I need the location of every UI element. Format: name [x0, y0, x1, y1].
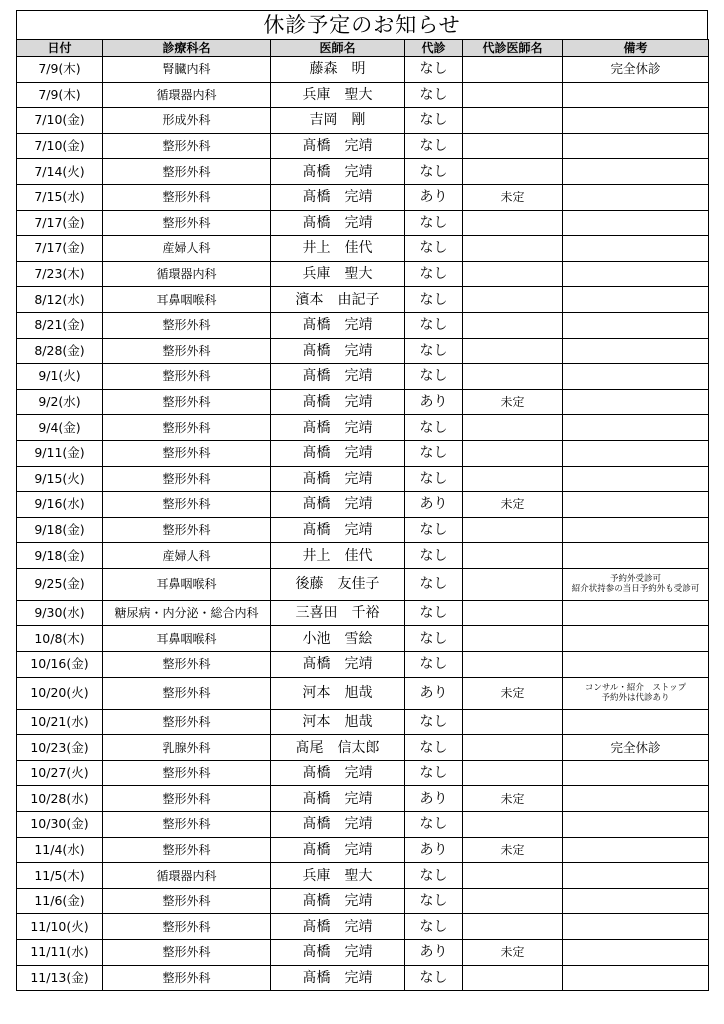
department-cell: 形成外科: [103, 108, 271, 134]
department-cell: 産婦人科: [103, 543, 271, 569]
table-row: [17, 159, 709, 185]
table-row: [17, 940, 709, 966]
substitute-cell: なし: [405, 440, 463, 466]
doctor-cell: 三喜田 千裕: [271, 600, 405, 626]
substitute-doctor-cell: [463, 812, 563, 838]
department-cell: 整形外科: [103, 709, 271, 735]
header-row: [17, 40, 709, 57]
date-cell: 7/23(木): [17, 261, 103, 287]
substitute-doctor-cell: [463, 888, 563, 914]
date-cell: 11/10(火): [17, 914, 103, 940]
remarks-line: 完全休診: [610, 739, 661, 755]
table-row: [17, 812, 709, 838]
department-cell: 整形外科: [103, 415, 271, 441]
date-cell: 8/28(金): [17, 338, 103, 364]
table-row: [17, 57, 709, 83]
substitute-cell: あり: [405, 677, 463, 709]
substitute-doctor-cell: 未定: [463, 940, 563, 966]
date-cell: 7/10(金): [17, 133, 103, 159]
table-row: [17, 863, 709, 889]
doctor-cell: 髙橋 完靖: [271, 652, 405, 678]
department-cell: 整形外科: [103, 914, 271, 940]
header-substitute-doctor: 代診医師名: [463, 40, 563, 57]
remarks-cell: [563, 863, 709, 889]
remarks-cell: [563, 466, 709, 492]
substitute-doctor-cell: [463, 466, 563, 492]
remarks-cell: [563, 159, 709, 185]
substitute-doctor-cell: [463, 863, 563, 889]
department-cell: 整形外科: [103, 466, 271, 492]
table-row: [17, 108, 709, 134]
substitute-doctor-cell: [463, 440, 563, 466]
substitute-cell: あり: [405, 389, 463, 415]
substitute-cell: なし: [405, 517, 463, 543]
department-cell: 整形外科: [103, 517, 271, 543]
table-row: [17, 517, 709, 543]
doctor-cell: 髙橋 完靖: [271, 888, 405, 914]
department-cell: 耳鼻咽喉科: [103, 287, 271, 313]
department-cell: 整形外科: [103, 364, 271, 390]
doctor-cell: 濱本 由記子: [271, 287, 405, 313]
substitute-cell: なし: [405, 236, 463, 262]
table-row: [17, 492, 709, 518]
table-row: [17, 133, 709, 159]
substitute-cell: なし: [405, 159, 463, 185]
substitute-cell: なし: [405, 287, 463, 313]
department-cell: 整形外科: [103, 133, 271, 159]
remarks-cell: [563, 760, 709, 786]
table-row: [17, 914, 709, 940]
table-row: [17, 600, 709, 626]
substitute-doctor-cell: 未定: [463, 677, 563, 709]
department-cell: 整形外科: [103, 159, 271, 185]
doctor-cell: 髙橋 完靖: [271, 389, 405, 415]
substitute-doctor-cell: [463, 415, 563, 441]
remarks-cell: [563, 735, 709, 761]
date-cell: 10/28(水): [17, 786, 103, 812]
date-cell: 11/11(水): [17, 940, 103, 966]
doctor-cell: 兵庫 聖大: [271, 261, 405, 287]
substitute-cell: なし: [405, 568, 463, 600]
doctor-cell: 吉岡 剛: [271, 108, 405, 134]
department-cell: 整形外科: [103, 652, 271, 678]
date-cell: 7/9(木): [17, 82, 103, 108]
date-cell: 11/5(木): [17, 863, 103, 889]
substitute-cell: なし: [405, 965, 463, 991]
doctor-cell: 髙橋 完靖: [271, 914, 405, 940]
header-remarks: 備考: [563, 40, 709, 57]
substitute-cell: なし: [405, 812, 463, 838]
substitute-doctor-cell: [463, 287, 563, 313]
remarks-cell: [563, 82, 709, 108]
date-cell: 7/17(金): [17, 210, 103, 236]
doctor-cell: 髙橋 完靖: [271, 159, 405, 185]
substitute-doctor-cell: 未定: [463, 492, 563, 518]
date-cell: 10/21(水): [17, 709, 103, 735]
substitute-doctor-cell: [463, 965, 563, 991]
doctor-cell: 藤森 明: [271, 57, 405, 83]
remarks-cell: [563, 57, 709, 83]
department-cell: 整形外科: [103, 965, 271, 991]
substitute-cell: なし: [405, 57, 463, 83]
doctor-cell: 髙橋 完靖: [271, 440, 405, 466]
remarks-cell: [563, 914, 709, 940]
date-cell: 11/13(金): [17, 965, 103, 991]
doctor-cell: 髙橋 完靖: [271, 965, 405, 991]
closure-schedule-table: [16, 39, 709, 991]
department-cell: 整形外科: [103, 786, 271, 812]
table-row: [17, 210, 709, 236]
department-cell: 整形外科: [103, 389, 271, 415]
substitute-cell: あり: [405, 940, 463, 966]
substitute-doctor-cell: 未定: [463, 389, 563, 415]
doctor-cell: 兵庫 聖大: [271, 863, 405, 889]
table-row: [17, 415, 709, 441]
table-row: [17, 677, 709, 709]
doctor-cell: 髙橋 完靖: [271, 184, 405, 210]
table-row: [17, 760, 709, 786]
table-row: [17, 184, 709, 210]
remarks-cell: [563, 812, 709, 838]
date-cell: 10/20(火): [17, 677, 103, 709]
table-row: [17, 82, 709, 108]
substitute-doctor-cell: [463, 568, 563, 600]
department-cell: 整形外科: [103, 184, 271, 210]
date-cell: 11/6(金): [17, 888, 103, 914]
remarks-cell: [563, 440, 709, 466]
substitute-doctor-cell: [463, 108, 563, 134]
doctor-cell: 髙橋 完靖: [271, 133, 405, 159]
remarks-cell: [563, 940, 709, 966]
substitute-doctor-cell: [463, 133, 563, 159]
date-cell: 10/30(金): [17, 812, 103, 838]
department-cell: 腎臓内科: [103, 57, 271, 83]
substitute-cell: なし: [405, 364, 463, 390]
date-cell: 9/30(水): [17, 600, 103, 626]
substitute-cell: なし: [405, 888, 463, 914]
header-date: 日付: [17, 40, 103, 57]
substitute-doctor-cell: [463, 600, 563, 626]
date-cell: 7/15(水): [17, 184, 103, 210]
remarks-cell: [563, 709, 709, 735]
doctor-cell: 髙橋 完靖: [271, 415, 405, 441]
header-doctor: 医師名: [271, 40, 405, 57]
substitute-cell: なし: [405, 338, 463, 364]
substitute-cell: あり: [405, 184, 463, 210]
table-row: [17, 236, 709, 262]
remarks-line: 予約外受診可: [609, 574, 661, 585]
substitute-doctor-cell: [463, 735, 563, 761]
doctor-cell: 髙橋 完靖: [271, 466, 405, 492]
department-cell: 整形外科: [103, 677, 271, 709]
substitute-cell: なし: [405, 261, 463, 287]
doctor-cell: 髙橋 完靖: [271, 940, 405, 966]
substitute-cell: なし: [405, 312, 463, 338]
table-row: [17, 338, 709, 364]
substitute-doctor-cell: [463, 236, 563, 262]
date-cell: 7/17(金): [17, 236, 103, 262]
remarks-cell: [563, 389, 709, 415]
date-cell: 10/23(金): [17, 735, 103, 761]
doctor-cell: 河本 旭哉: [271, 677, 405, 709]
date-cell: 9/18(金): [17, 543, 103, 569]
remarks-cell: [563, 652, 709, 678]
remarks-cell: [563, 236, 709, 262]
date-cell: 7/14(火): [17, 159, 103, 185]
remarks-cell: [563, 415, 709, 441]
notice-sheet: [16, 10, 708, 991]
substitute-cell: なし: [405, 108, 463, 134]
substitute-doctor-cell: [463, 709, 563, 735]
remarks-cell: [563, 210, 709, 236]
substitute-doctor-cell: [463, 760, 563, 786]
substitute-cell: なし: [405, 626, 463, 652]
table-row: [17, 287, 709, 313]
date-cell: 10/27(火): [17, 760, 103, 786]
date-cell: 11/4(水): [17, 837, 103, 863]
doctor-cell: 井上 佳代: [271, 236, 405, 262]
department-cell: 耳鼻咽喉科: [103, 626, 271, 652]
substitute-doctor-cell: [463, 914, 563, 940]
substitute-cell: なし: [405, 210, 463, 236]
department-cell: 整形外科: [103, 760, 271, 786]
substitute-doctor-cell: [463, 57, 563, 83]
header-substitute: 代診: [405, 40, 463, 57]
substitute-cell: なし: [405, 735, 463, 761]
substitute-doctor-cell: [463, 210, 563, 236]
substitute-doctor-cell: [463, 338, 563, 364]
table-row: [17, 965, 709, 991]
department-cell: 循環器内科: [103, 82, 271, 108]
doctor-cell: 髙橋 完靖: [271, 837, 405, 863]
doctor-cell: 髙橋 完靖: [271, 760, 405, 786]
header-department: 診療科名: [103, 40, 271, 57]
substitute-cell: なし: [405, 914, 463, 940]
substitute-cell: あり: [405, 786, 463, 812]
date-cell: 10/8(木): [17, 626, 103, 652]
doctor-cell: 髙橋 完靖: [271, 210, 405, 236]
table-row: [17, 364, 709, 390]
substitute-doctor-cell: 未定: [463, 837, 563, 863]
remarks-cell: [563, 364, 709, 390]
doctor-cell: 髙橋 完靖: [271, 786, 405, 812]
table-row: [17, 312, 709, 338]
doctor-cell: 髙尾 信太郎: [271, 735, 405, 761]
doctor-cell: 髙橋 完靖: [271, 312, 405, 338]
substitute-cell: なし: [405, 709, 463, 735]
doctor-cell: 髙橋 完靖: [271, 364, 405, 390]
department-cell: 整形外科: [103, 338, 271, 364]
date-cell: 9/15(火): [17, 466, 103, 492]
remarks-cell: [563, 261, 709, 287]
doctor-cell: 後藤 友佳子: [271, 568, 405, 600]
remarks-cell: [563, 108, 709, 134]
substitute-doctor-cell: [463, 626, 563, 652]
table-row: [17, 568, 709, 600]
remarks-cell: [563, 492, 709, 518]
remarks-line: コンサル・紹介 ストップ: [584, 683, 687, 694]
substitute-doctor-cell: [463, 82, 563, 108]
remarks-cell: [563, 133, 709, 159]
remarks-cell: [563, 888, 709, 914]
table-row: [17, 652, 709, 678]
substitute-cell: なし: [405, 415, 463, 441]
department-cell: 循環器内科: [103, 863, 271, 889]
department-cell: 整形外科: [103, 312, 271, 338]
remarks-cell: [563, 965, 709, 991]
substitute-cell: なし: [405, 543, 463, 569]
date-cell: 9/25(金): [17, 568, 103, 600]
remarks-cell: [563, 786, 709, 812]
substitute-cell: なし: [405, 863, 463, 889]
date-cell: 9/18(金): [17, 517, 103, 543]
substitute-cell: なし: [405, 652, 463, 678]
department-cell: 整形外科: [103, 888, 271, 914]
substitute-doctor-cell: 未定: [463, 786, 563, 812]
table-row: [17, 786, 709, 812]
remarks-line: 予約外は代診あり: [601, 693, 670, 704]
table-row: [17, 466, 709, 492]
doctor-cell: 髙橋 完靖: [271, 812, 405, 838]
department-cell: 整形外科: [103, 812, 271, 838]
remarks-cell: [563, 568, 709, 600]
substitute-cell: あり: [405, 492, 463, 518]
table-row: [17, 735, 709, 761]
remarks-cell: [563, 837, 709, 863]
table-row: [17, 389, 709, 415]
table-row: [17, 626, 709, 652]
remarks-cell: [563, 287, 709, 313]
substitute-cell: なし: [405, 466, 463, 492]
doctor-cell: 兵庫 聖大: [271, 82, 405, 108]
department-cell: 整形外科: [103, 940, 271, 966]
date-cell: 7/9(木): [17, 57, 103, 83]
substitute-doctor-cell: [463, 543, 563, 569]
doctor-cell: 井上 佳代: [271, 543, 405, 569]
remarks-cell: [563, 338, 709, 364]
doctor-cell: 髙橋 完靖: [271, 492, 405, 518]
table-row: [17, 709, 709, 735]
substitute-doctor-cell: [463, 159, 563, 185]
remarks-cell: [563, 626, 709, 652]
remarks-cell: [563, 312, 709, 338]
date-cell: 8/21(金): [17, 312, 103, 338]
date-cell: 9/16(水): [17, 492, 103, 518]
department-cell: 整形外科: [103, 210, 271, 236]
substitute-cell: なし: [405, 82, 463, 108]
page-title: 休診予定のお知らせ: [16, 10, 708, 39]
date-cell: 9/11(金): [17, 440, 103, 466]
remarks-line: 紹介状持参の当日予約外も受診可: [571, 584, 700, 595]
table-row: [17, 440, 709, 466]
doctor-cell: 髙橋 完靖: [271, 338, 405, 364]
substitute-cell: なし: [405, 133, 463, 159]
remarks-line: 完全休診: [610, 61, 661, 77]
substitute-doctor-cell: [463, 517, 563, 543]
substitute-cell: なし: [405, 600, 463, 626]
remarks-cell: [563, 543, 709, 569]
department-cell: 整形外科: [103, 837, 271, 863]
department-cell: 耳鼻咽喉科: [103, 568, 271, 600]
substitute-cell: あり: [405, 837, 463, 863]
doctor-cell: 髙橋 完靖: [271, 517, 405, 543]
table-row: [17, 261, 709, 287]
department-cell: 循環器内科: [103, 261, 271, 287]
table-row: [17, 543, 709, 569]
remarks-cell: [563, 600, 709, 626]
department-cell: 産婦人科: [103, 236, 271, 262]
table-row: [17, 837, 709, 863]
substitute-doctor-cell: [463, 652, 563, 678]
doctor-cell: 小池 雪絵: [271, 626, 405, 652]
substitute-doctor-cell: 未定: [463, 184, 563, 210]
date-cell: 10/16(金): [17, 652, 103, 678]
doctor-cell: 河本 旭哉: [271, 709, 405, 735]
date-cell: 9/2(水): [17, 389, 103, 415]
department-cell: 糖尿病・内分泌・総合内科: [103, 600, 271, 626]
remarks-cell: [563, 184, 709, 210]
date-cell: 9/1(火): [17, 364, 103, 390]
substitute-doctor-cell: [463, 364, 563, 390]
date-cell: 9/4(金): [17, 415, 103, 441]
substitute-doctor-cell: [463, 312, 563, 338]
remarks-cell: [563, 517, 709, 543]
remarks-cell: [563, 677, 709, 709]
date-cell: 8/12(水): [17, 287, 103, 313]
substitute-cell: なし: [405, 760, 463, 786]
date-cell: 7/10(金): [17, 108, 103, 134]
substitute-doctor-cell: [463, 261, 563, 287]
department-cell: 整形外科: [103, 492, 271, 518]
department-cell: 乳腺外科: [103, 735, 271, 761]
department-cell: 整形外科: [103, 440, 271, 466]
table-row: [17, 888, 709, 914]
